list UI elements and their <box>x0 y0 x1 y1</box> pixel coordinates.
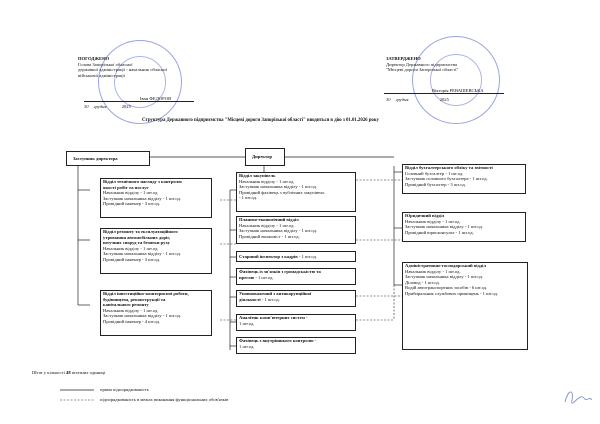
middle-unit <box>236 290 356 307</box>
left-unit-line: Провідний інженер - 3 шт.од. <box>103 201 161 207</box>
right-unit-line: Начальник відділу - 1 шт.од. <box>405 268 461 274</box>
left-unit-line: Заступник начальника відділу - 1 шт.од. <box>103 195 181 201</box>
legend-solid-label: пряма підпорядкованість <box>100 387 149 392</box>
left-approval-line: військової адміністрації <box>78 72 125 78</box>
left-unit-title: утримання автомобільних доріг, <box>103 234 171 240</box>
middle-unit-line: Начальник відділу - 1 шт.од. <box>239 222 295 228</box>
page-title: Структура Державного підприємства "Місцеві дороги Запорізької області" вводиться в дію з 01.01.2026 року <box>142 118 379 123</box>
right-date-month: грудня <box>395 97 409 102</box>
middle-unit-title: діяльності <box>239 296 261 302</box>
middle-unit-title: Старший інспектор з кадрів <box>239 254 298 259</box>
middle-unit <box>236 251 356 262</box>
left-signature-name: Іван ФЕДОРОВ <box>140 96 172 101</box>
legend-dashed-label: підпорядкованість в межах виконання функціональних обов'язків <box>100 397 229 402</box>
right-unit-line: Прибиральник службових приміщень - 1 шт.од. <box>405 290 499 296</box>
middle-unit-line: 1 шт.од. <box>239 343 255 349</box>
right-unit-title: Відділ бухгалтерського обліку та звітності <box>405 165 493 170</box>
left-date-day: 30 <box>84 104 89 109</box>
left-approval-heading: ПОГОДЖЕНО <box>78 56 110 61</box>
right-date-day: 30 <box>386 97 391 102</box>
middle-unit <box>236 337 356 354</box>
right-approval-heading: ЗАТВЕРДЖЕНО <box>386 56 421 61</box>
left-approval-line: Голова Запорізької обласної <box>78 61 133 67</box>
staff-count-prefix: Штат у кількості <box>32 370 65 375</box>
right-unit-title: Адміністративно-господарський відділ <box>405 263 487 268</box>
deputy-box <box>66 151 150 166</box>
middle-unit-title: Планово-економічний відділ <box>239 217 299 222</box>
middle-unit-title: Аналітик комп'ютерних систем - <box>239 315 308 320</box>
left-unit-title: Відділ технічного нагляду з контролю <box>103 179 182 184</box>
middle-unit-title: Фахівець із зв'язків з громадськістю та <box>239 269 321 274</box>
left-unit <box>100 290 212 336</box>
left-unit <box>100 178 212 218</box>
left-approval-line: державної адміністрації - начальник обласної <box>78 67 168 73</box>
left-unit-title: капітального ремонту <box>103 302 149 308</box>
staff-count <box>32 370 105 376</box>
right-unit-line: Водій автотранспортних засобів - 6 шт.од. <box>405 285 488 291</box>
middle-unit-line: - 1 шт.од. <box>255 274 274 280</box>
right-date-year: 2025 <box>439 97 449 102</box>
right-unit-line: Заступник головного бухгалтера - 1 шт.од. <box>405 176 488 182</box>
left-unit <box>100 228 212 274</box>
left-unit-title: якості робіт та послуг <box>103 184 149 190</box>
director-box <box>245 148 285 166</box>
staff-count-value: 48 <box>66 370 71 375</box>
middle-unit-title: Відділ закупівель <box>239 173 276 178</box>
right-unit-line: Заступник начальника відділу - 1 шт.од. <box>405 224 483 230</box>
left-unit-line: Заступник начальника відділу - 1 шт.од. <box>103 313 181 319</box>
middle-unit-row <box>237 252 355 260</box>
right-unit <box>402 212 526 242</box>
left-date-month: грудня <box>93 104 107 109</box>
middle-unit-line: Провідний економіст - 1 шт.од. <box>239 233 300 239</box>
left-unit-title: Відділ інвестиційно-кошторисної роботи, <box>103 291 189 296</box>
middle-unit-title: Уповноважений з антикорупційної <box>239 291 312 296</box>
middle-unit-row <box>237 275 355 281</box>
middle-unit <box>236 172 356 212</box>
middle-unit <box>236 314 356 331</box>
right-unit <box>402 262 528 350</box>
right-approval-line: "Місцеві дороги Запорізької області" <box>386 67 459 73</box>
right-unit-line: Начальник відділу - 1 шт.од. <box>405 218 461 224</box>
staff-count-suffix: штатних одиниці <box>71 370 106 375</box>
right-unit-title: Юридичний відділ <box>405 213 445 218</box>
deputy-label: Заступник директора <box>73 156 118 161</box>
left-unit-line: Начальник відділу - 1 шт.од. <box>103 190 159 196</box>
left-unit-line: Начальник відділу - 1 шт.од. <box>103 307 159 313</box>
left-unit-title: Відділ ремонту та експлуатаційного <box>103 229 178 234</box>
middle-unit-line: 1 шт.од. <box>239 320 255 326</box>
right-unit-line: Заступник начальника відділу - 1 шт.од. <box>405 274 483 280</box>
right-unit-line: Провідний бухгалтер - 3 шт.од. <box>405 181 466 187</box>
middle-unit-row <box>237 297 355 303</box>
right-approval-line: Директор Державного підприємства <box>386 61 458 67</box>
middle-unit-title: Фахівець з внутрішнього контролю - <box>239 338 317 343</box>
left-unit-line: Начальник відділу - 1 шт.од. <box>103 245 159 251</box>
middle-unit-line: Провідний фахівець з публічних закупівель <box>239 189 325 195</box>
middle-unit-line: Заступник начальника відділу - 1 шт.од. <box>239 228 317 234</box>
right-unit-line: Діловод - 1 шт.од. <box>405 279 440 285</box>
left-unit-title: будівництва, реконструкції та <box>103 296 166 302</box>
middle-unit-line: Заступник начальника відділу - 1 шт.од. <box>239 184 317 190</box>
middle-unit-line: Начальник відділу - 1 шт.од. <box>239 178 295 184</box>
middle-unit <box>236 216 356 244</box>
middle-unit-title: пресою <box>239 274 255 280</box>
right-unit-line: Головний бухгалтер - 1 шт.од. <box>405 170 464 176</box>
left-unit-line: Заступник начальника відділу - 1 шт.од. <box>103 251 181 257</box>
middle-unit <box>236 268 356 285</box>
director-label: Директор <box>252 154 273 159</box>
right-unit <box>402 164 526 194</box>
left-unit-title: штучних споруд та безпеки руху <box>103 240 170 246</box>
middle-unit-line: - 1 шт.од. <box>298 254 318 259</box>
left-date-year: 2025 <box>121 104 131 109</box>
right-signature-name: Вікторія РЕВАШЕВСЬКА <box>432 88 484 93</box>
left-unit-line: Провідний інженер - 3 шт.од. <box>103 256 161 262</box>
left-unit-line: Провідний інженер - 4 шт.од. <box>103 318 161 324</box>
right-unit-line: Провідний юрисконсульт - 1 шт.од. <box>405 229 474 235</box>
middle-unit-line: - 1 шт.од. <box>239 195 258 201</box>
middle-unit-line: - 1 шт.од. <box>261 296 280 302</box>
